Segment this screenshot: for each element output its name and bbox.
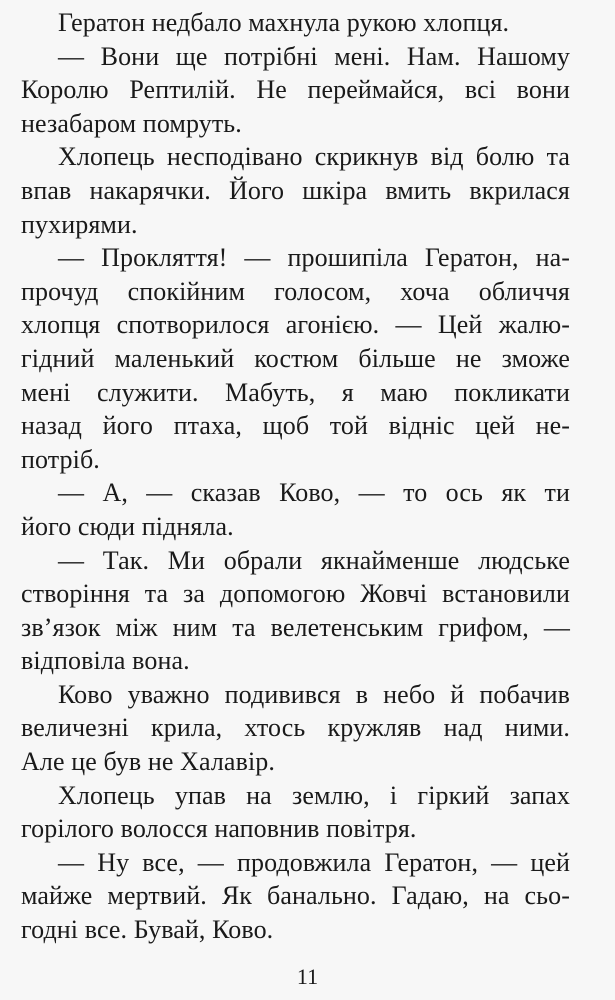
text-line: хлопця спотворилося агонією. — Цей жалю- bbox=[21, 310, 570, 340]
text-line: відповіла вона. bbox=[21, 646, 190, 676]
text-line: Хлопець несподівано скрикнув від болю та bbox=[58, 142, 570, 172]
text-line: годні все. Бувай, Ково. bbox=[21, 915, 274, 945]
text-line: прочуд спокійним голосом, хоча обличчя bbox=[21, 276, 570, 306]
paragraph bbox=[21, 476, 570, 543]
text-line: його сюди підняла. bbox=[21, 511, 234, 541]
paragraph bbox=[21, 140, 570, 241]
text-line: — Прокляття! — прошипіла Гератон, на- bbox=[58, 243, 570, 273]
text-line: пухирями. bbox=[21, 209, 138, 239]
text-line: зв’язок між ним та велетенським грифом, — bbox=[21, 612, 570, 642]
paragraph bbox=[21, 544, 570, 678]
text-line: — Ну все, — продовжила Гератон, — цей bbox=[58, 847, 570, 877]
text-line: мені служити. Мабуть, я маю покликати bbox=[21, 377, 570, 407]
text-line: Гератон недбало махнула рукою хлопця. bbox=[58, 8, 510, 37]
paragraph bbox=[21, 40, 570, 141]
text-line: — А, — сказав Ково, — то ось як ти bbox=[58, 478, 570, 508]
text-line: створіння та за допомогою Жовчі встановили bbox=[21, 579, 570, 609]
text-line: гідний маленький костюм більше не зможе bbox=[21, 343, 570, 373]
text-line: величезні крила, хтось кружляв над ними. bbox=[21, 713, 570, 743]
text-line: потріб. bbox=[21, 444, 100, 474]
text-line: — Вони ще потрібні мені. Нам. Нашому bbox=[58, 41, 570, 71]
text-line: Королю Рептилій. Не переймайся, всі вони bbox=[21, 75, 570, 105]
text-line: впав накарячки. Його шкіра вмить вкрилася bbox=[21, 175, 570, 205]
text-line: Хлопець упав на землю, і гіркий запах bbox=[58, 780, 570, 810]
paragraph bbox=[21, 678, 570, 779]
page-number: 11 bbox=[296, 964, 319, 989]
paragraph bbox=[21, 241, 570, 476]
paragraph bbox=[21, 779, 570, 846]
page-body bbox=[21, 6, 570, 947]
text-line: — Так. Ми обрали якнайменше людське bbox=[58, 545, 570, 575]
text-line: незабаром помруть. bbox=[21, 108, 242, 138]
text-line: назад його птаха, щоб той відніс цей не- bbox=[21, 411, 570, 441]
paragraph bbox=[21, 6, 570, 40]
text-line: горілого волосся наповнив повітря. bbox=[21, 814, 417, 844]
paragraph bbox=[21, 846, 570, 947]
text-line: Ково уважно подивився в небо й побачив bbox=[58, 679, 570, 709]
text-line: Але це був не Халавір. bbox=[21, 747, 275, 777]
text-line: майже мертвий. Як банально. Гадаю, на сьо- bbox=[21, 881, 570, 911]
